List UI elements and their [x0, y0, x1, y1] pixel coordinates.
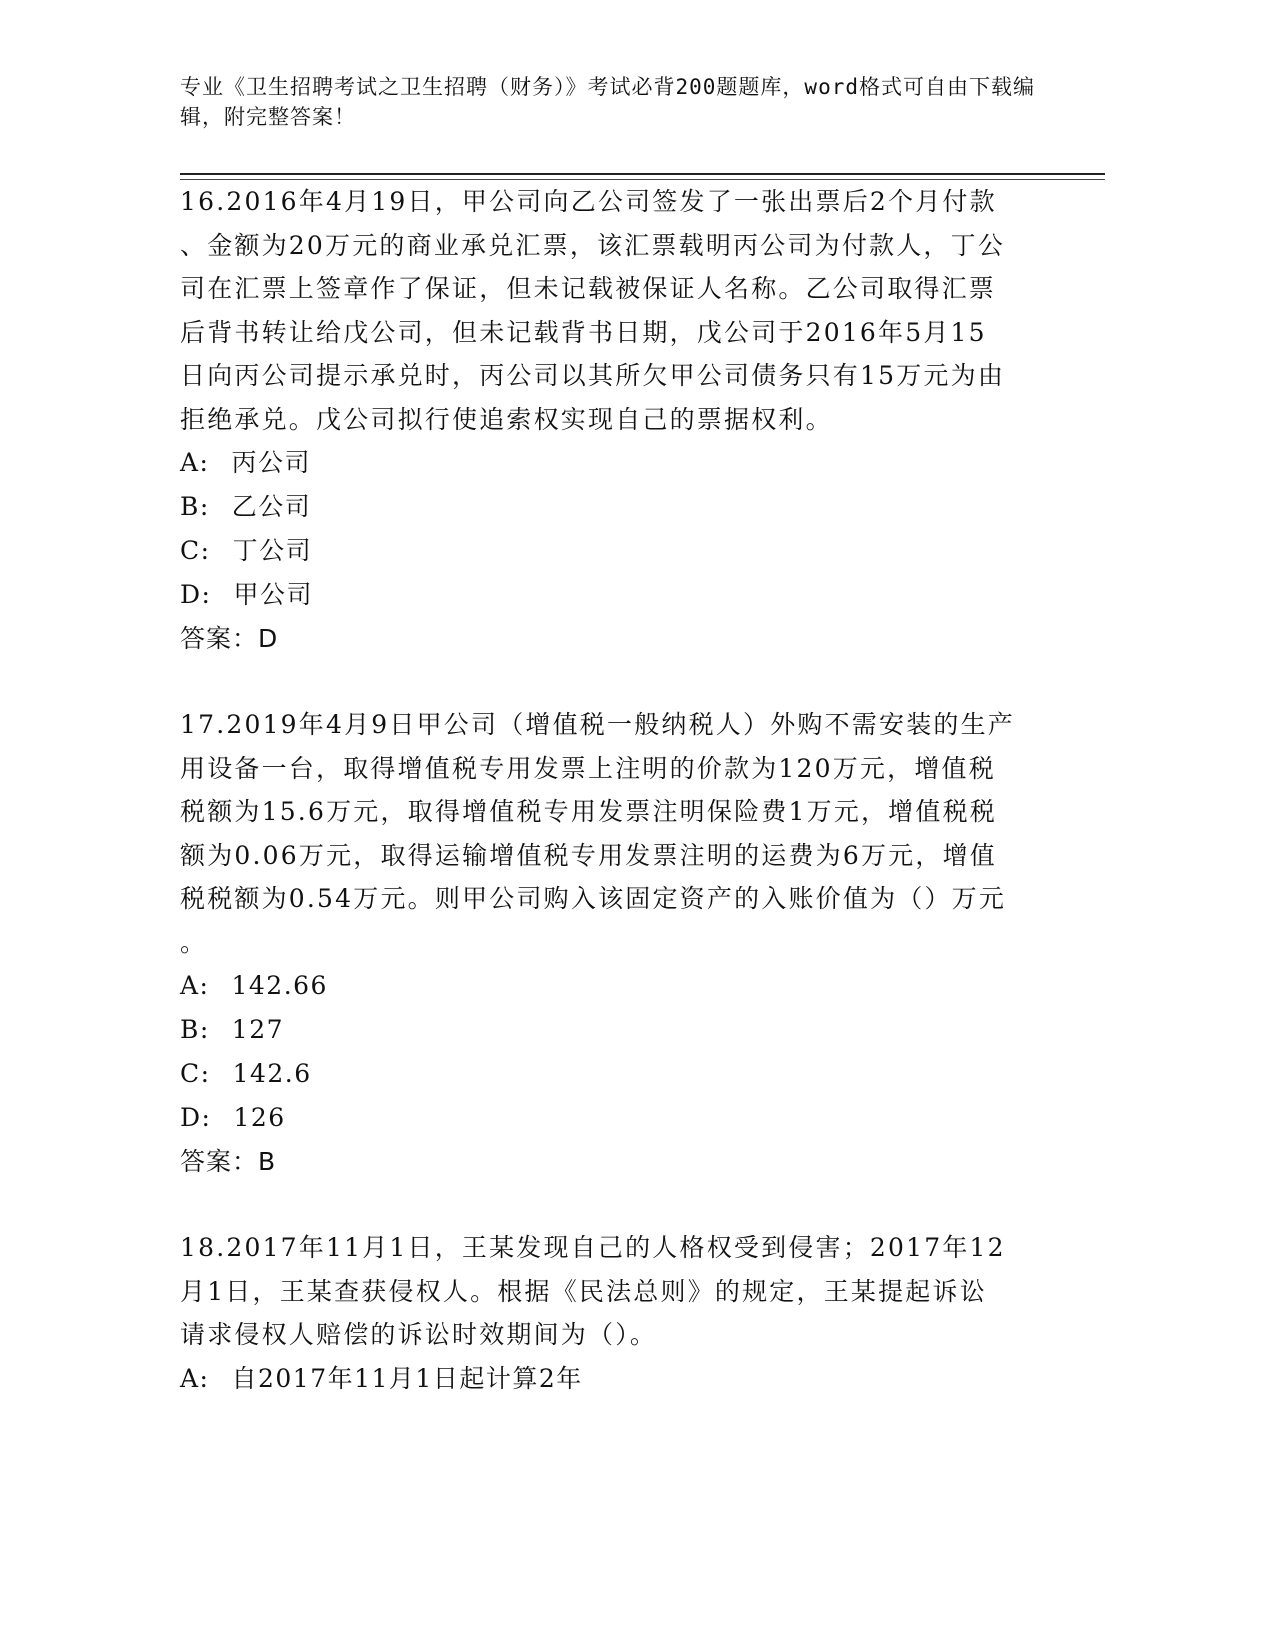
option-a: [180, 441, 1040, 485]
option-d: [180, 573, 1040, 617]
option-text: 127: [231, 1015, 285, 1044]
option-key: B:: [180, 1015, 210, 1044]
option-text: 乙公司: [231, 492, 312, 521]
option-text: 126: [233, 1103, 286, 1132]
option-key: C:: [180, 1059, 211, 1088]
question-17: [180, 703, 1040, 1184]
question-16: [180, 180, 1040, 661]
option-text: 142.6: [232, 1059, 312, 1088]
option-c: [180, 1052, 1040, 1096]
document-header: 专业《卫生招聘考试之卫生招聘（财务）》考试必背200题题库，word格式可自由下载编辑，附完整答案！: [180, 75, 1035, 129]
option-text: 142.66: [231, 971, 328, 1000]
option-key: C:: [180, 536, 211, 565]
option-c: [180, 529, 1040, 573]
header-divider-thick: [180, 173, 1105, 175]
question-stem: 16.2016年4月19日，甲公司向乙公司签发了一张出票后2个月付款 、金额为20万元的商业承兑汇票，该汇票载明丙公司为付款人，丁公 司在汇票上签章作了保证，但未记载被保证人名称。乙公司取得汇票 后背书转让给戊公司，但未记载背书日期，戊公司于2016年5月15 日向丙公司提示承兑时，丙公司以其所欠甲公司债务只有15万元为由 拒绝承兑。戊公司拟行使追索权实现自己的票据权利。: [180, 187, 1006, 434]
option-a: [180, 964, 1040, 1008]
option-key: A:: [180, 448, 210, 477]
option-key: D:: [180, 580, 212, 609]
option-key: D:: [180, 1103, 212, 1132]
option-d: [180, 1096, 1040, 1140]
answer-line: 答案：B: [180, 1147, 277, 1176]
option-text: 自2017年11月1日起计算2年: [231, 1363, 583, 1393]
question-stem: 18.2017年11月1日，王某发现自己的人格权受到侵害；2017年12 月1日，王某查获侵权人。根据《民法总则》的规定，王某提起诉讼 请求侵权人赔偿的诉讼时效期间为（）。: [180, 1233, 1006, 1349]
option-text: 丁公司: [232, 536, 313, 565]
option-a: [180, 1357, 1040, 1401]
question-18: [180, 1226, 1040, 1401]
option-b: [180, 1008, 1040, 1052]
option-text: 甲公司: [233, 580, 313, 609]
question-stem: 17.2019年4月9日甲公司（增值税一般纳税人）外购不需安装的生产 用设备一台，取得增值税专用发票上注明的价款为120万元，增值税 税额为15.6万元，取得增值税专用发票注明保险费1万元，增值税税 额为0.06万元，取得运输增值税专用发票注明的运费为6万元，增值 税税额为0.54万元。则甲公司购入该固定资产的入账价值为（）万元 。: [180, 710, 1015, 957]
option-key: A:: [180, 1363, 210, 1393]
answer-line: 答案：D: [180, 624, 279, 653]
option-key: B:: [180, 492, 210, 521]
option-b: [180, 485, 1040, 529]
option-text: 丙公司: [231, 448, 311, 477]
option-key: A:: [180, 971, 210, 1000]
